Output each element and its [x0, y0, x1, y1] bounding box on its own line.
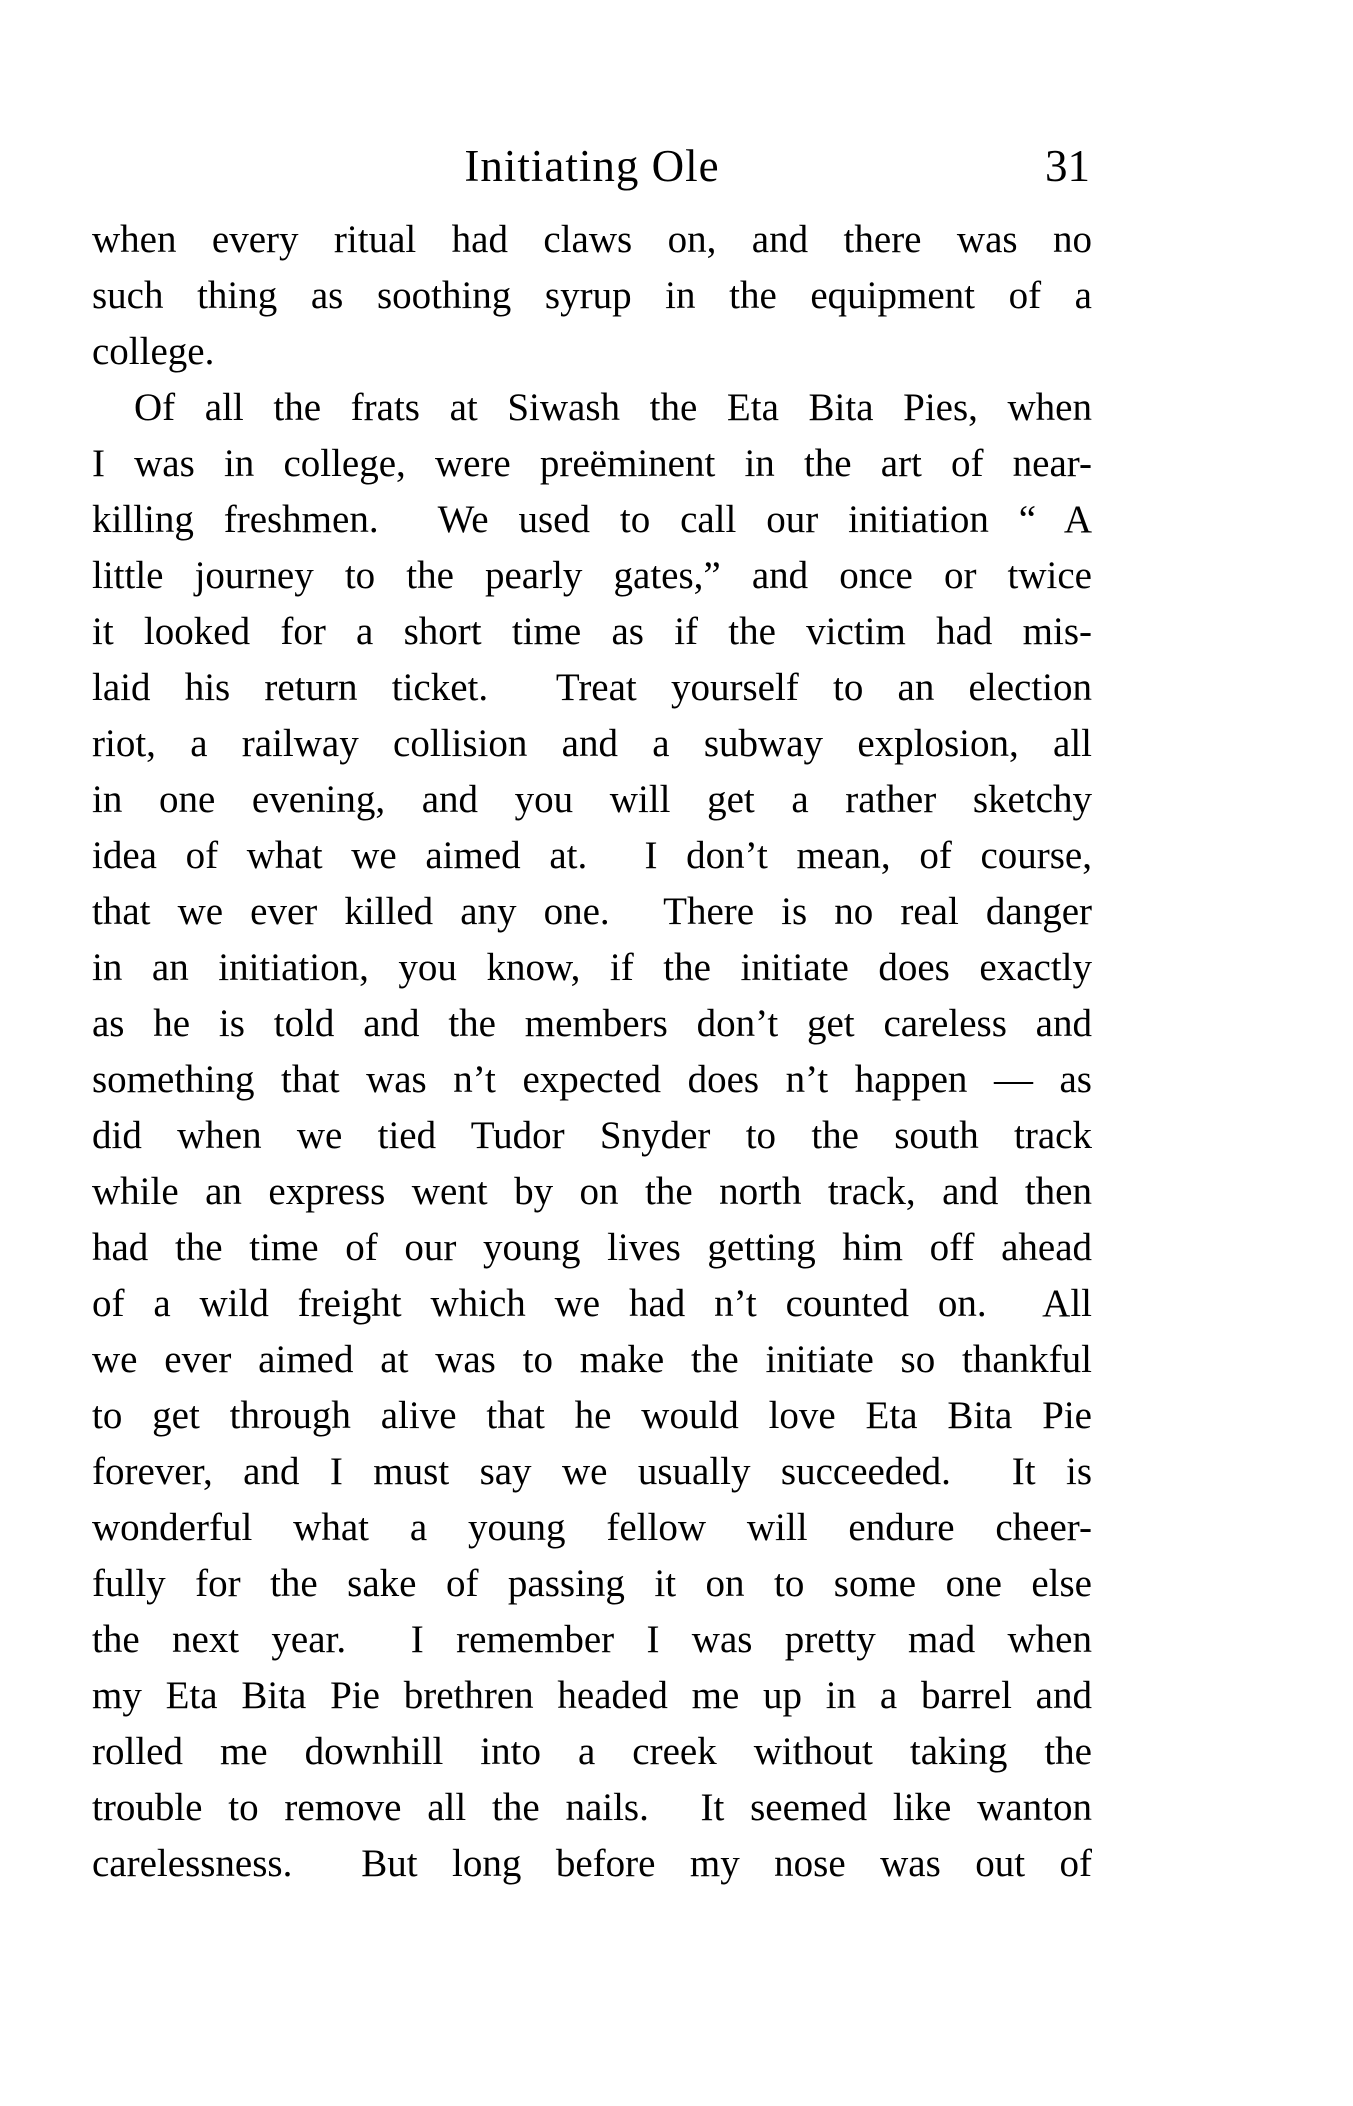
page-number: 31	[1045, 141, 1090, 191]
body-line: laid his return ticket. Treat yourself to an election	[92, 666, 1092, 709]
body-line: such thing as soothing syrup in the equipment of a	[92, 274, 1092, 317]
body-line: to get through alive that he would love Eta Bita Pie	[92, 1394, 1092, 1437]
body-line: while an express went by on the north track, and then	[92, 1170, 1092, 1213]
running-title: Initiating Ole	[464, 141, 720, 191]
body-line: we ever aimed at was to make the initiate so thankful	[92, 1338, 1092, 1381]
body-line: as he is told and the members don’t get careless and	[92, 1002, 1092, 1045]
body-line: that we ever killed any one. There is no real danger	[92, 890, 1092, 933]
body-line: did when we tied Tudor Snyder to the south track	[92, 1114, 1092, 1157]
body-line: riot, a railway collision and a subway explosion, all	[92, 722, 1092, 765]
body-line: I was in college, were preëminent in the art of near-	[92, 442, 1092, 485]
body-line: it looked for a short time as if the victim had mis-	[92, 610, 1092, 653]
body-line: the next year. I remember I was pretty mad when	[92, 1618, 1092, 1661]
body-line: of a wild freight which we had n’t counted on. All	[92, 1282, 1092, 1325]
page-header	[92, 140, 1092, 196]
body-line: fully for the sake of passing it on to some one else	[92, 1562, 1092, 1605]
body-line: college.	[92, 330, 215, 373]
body-line: idea of what we aimed at. I don’t mean, of course,	[92, 834, 1092, 877]
body-line: little journey to the pearly gates,” and once or twice	[92, 554, 1092, 597]
body-line: had the time of our young lives getting him off ahead	[92, 1226, 1092, 1269]
body-line: Of all the frats at Siwash the Eta Bita Pies, when	[134, 386, 1092, 429]
body-line: carelessness. But long before my nose was out of	[92, 1842, 1092, 1885]
body-line: in one evening, and you will get a rather sketchy	[92, 778, 1092, 821]
body-line: when every ritual had claws on, and there was no	[92, 218, 1092, 261]
body-line: rolled me downhill into a creek without taking the	[92, 1730, 1092, 1773]
body-line: forever, and I must say we usually succeeded. It is	[92, 1450, 1092, 1493]
body-line: my Eta Bita Pie brethren headed me up in a barrel and	[92, 1674, 1092, 1717]
body-line: trouble to remove all the nails. It seemed like wanton	[92, 1786, 1092, 1829]
body-line: in an initiation, you know, if the initiate does exactly	[92, 946, 1092, 989]
body-text	[92, 212, 1092, 1892]
body-line: wonderful what a young fellow will endure cheer-	[92, 1506, 1092, 1549]
body-line: something that was n’t expected does n’t happen — as	[92, 1058, 1092, 1101]
body-line: killing freshmen. We used to call our initiation “ A	[92, 498, 1092, 541]
